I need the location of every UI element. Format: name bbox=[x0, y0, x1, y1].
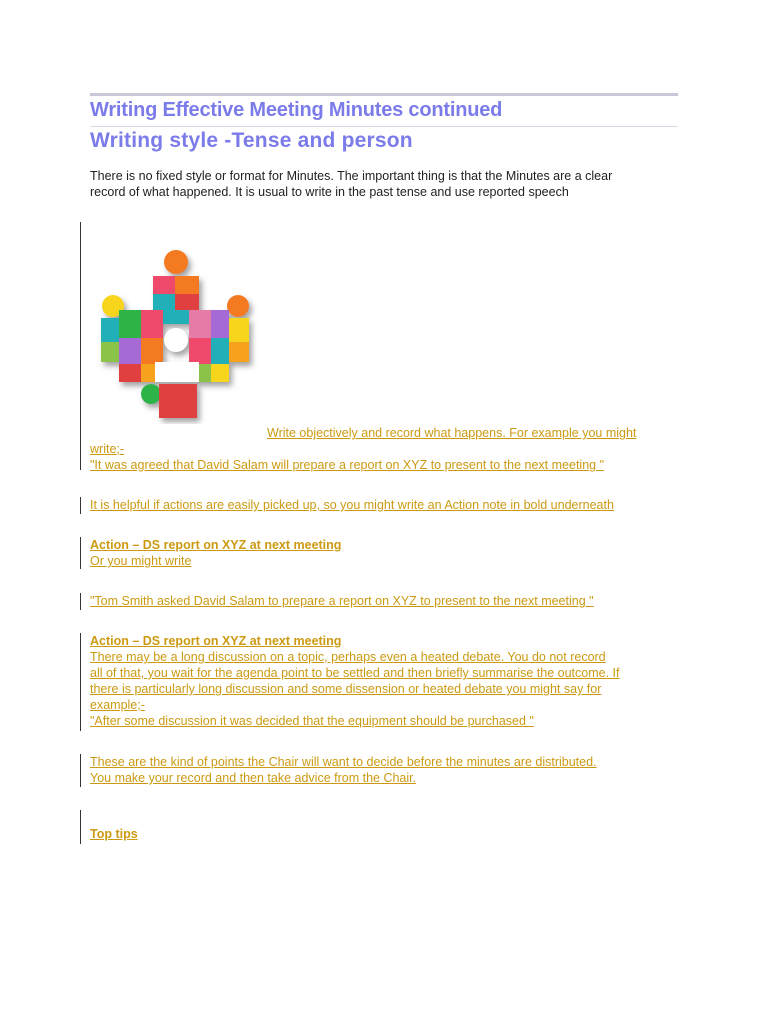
text-link[interactable]: You make your record and then take advice from the Chair. bbox=[90, 771, 417, 785]
intro-paragraph bbox=[90, 168, 680, 200]
text-link[interactable]: write;- bbox=[90, 442, 125, 456]
text-link[interactable]: "It was agreed that David Salam will prepare a report on XYZ to present to the next meeting " bbox=[90, 458, 605, 472]
puzzle-people-meeting-icon bbox=[95, 244, 260, 424]
text-link[interactable]: Or you might write bbox=[90, 554, 192, 568]
action-note-link[interactable]: Action – DS report on XYZ at next meeting bbox=[90, 634, 342, 648]
action-note-link[interactable]: Action – DS report on XYZ at next meeting bbox=[90, 538, 342, 552]
top-tips-link[interactable]: Top tips bbox=[90, 827, 138, 841]
title-rule bbox=[90, 126, 678, 127]
text-link[interactable]: There may be a long discussion on a topic, perhaps even a heated debate. You do not record bbox=[90, 650, 606, 664]
change-bar bbox=[80, 633, 81, 731]
intro-line: record of what happened. It is usual to write in the past tense and use reported speech bbox=[90, 185, 569, 199]
change-bar bbox=[80, 593, 81, 610]
text-link[interactable]: example;- bbox=[90, 698, 145, 712]
text-link[interactable]: It is helpful if actions are easily picked up, so you might write an Action note in bold underneath bbox=[90, 498, 614, 512]
section-objective bbox=[90, 425, 680, 473]
page-title: Writing Effective Meeting Minutes continued bbox=[90, 99, 503, 121]
text-link[interactable]: "Tom Smith asked David Salam to prepare a report on XYZ to present to the next meeting " bbox=[90, 594, 594, 608]
text-link[interactable]: all of that, you wait for the agenda point to be settled and then briefly summarise the outcome. If bbox=[90, 666, 620, 680]
change-bar bbox=[80, 537, 81, 569]
section-top-tips bbox=[90, 826, 680, 842]
text-link[interactable]: These are the kind of points the Chair will want to decide before the minutes are distributed. bbox=[90, 755, 597, 769]
section-discussion bbox=[90, 633, 680, 729]
top-rule bbox=[90, 93, 678, 96]
section-action-tip bbox=[90, 497, 680, 513]
section-heading: Writing style -Tense and person bbox=[90, 129, 413, 152]
text-link[interactable]: there is particularly long discussion and some dissension or heated debate you might say for bbox=[90, 682, 602, 696]
change-bar bbox=[80, 754, 81, 787]
section-action-note bbox=[90, 537, 680, 569]
text-link[interactable]: Write objectively and record what happens. For example you might bbox=[267, 426, 637, 440]
change-bar bbox=[80, 222, 81, 470]
section-example-quote bbox=[90, 593, 680, 609]
section-chair-advice bbox=[90, 754, 680, 786]
intro-line: There is no fixed style or format for Minutes. The important thing is that the Minutes are a clear bbox=[90, 169, 613, 183]
change-bar bbox=[80, 497, 81, 514]
text-link[interactable]: "After some discussion it was decided that the equipment should be purchased " bbox=[90, 714, 534, 728]
change-bar bbox=[80, 810, 81, 844]
